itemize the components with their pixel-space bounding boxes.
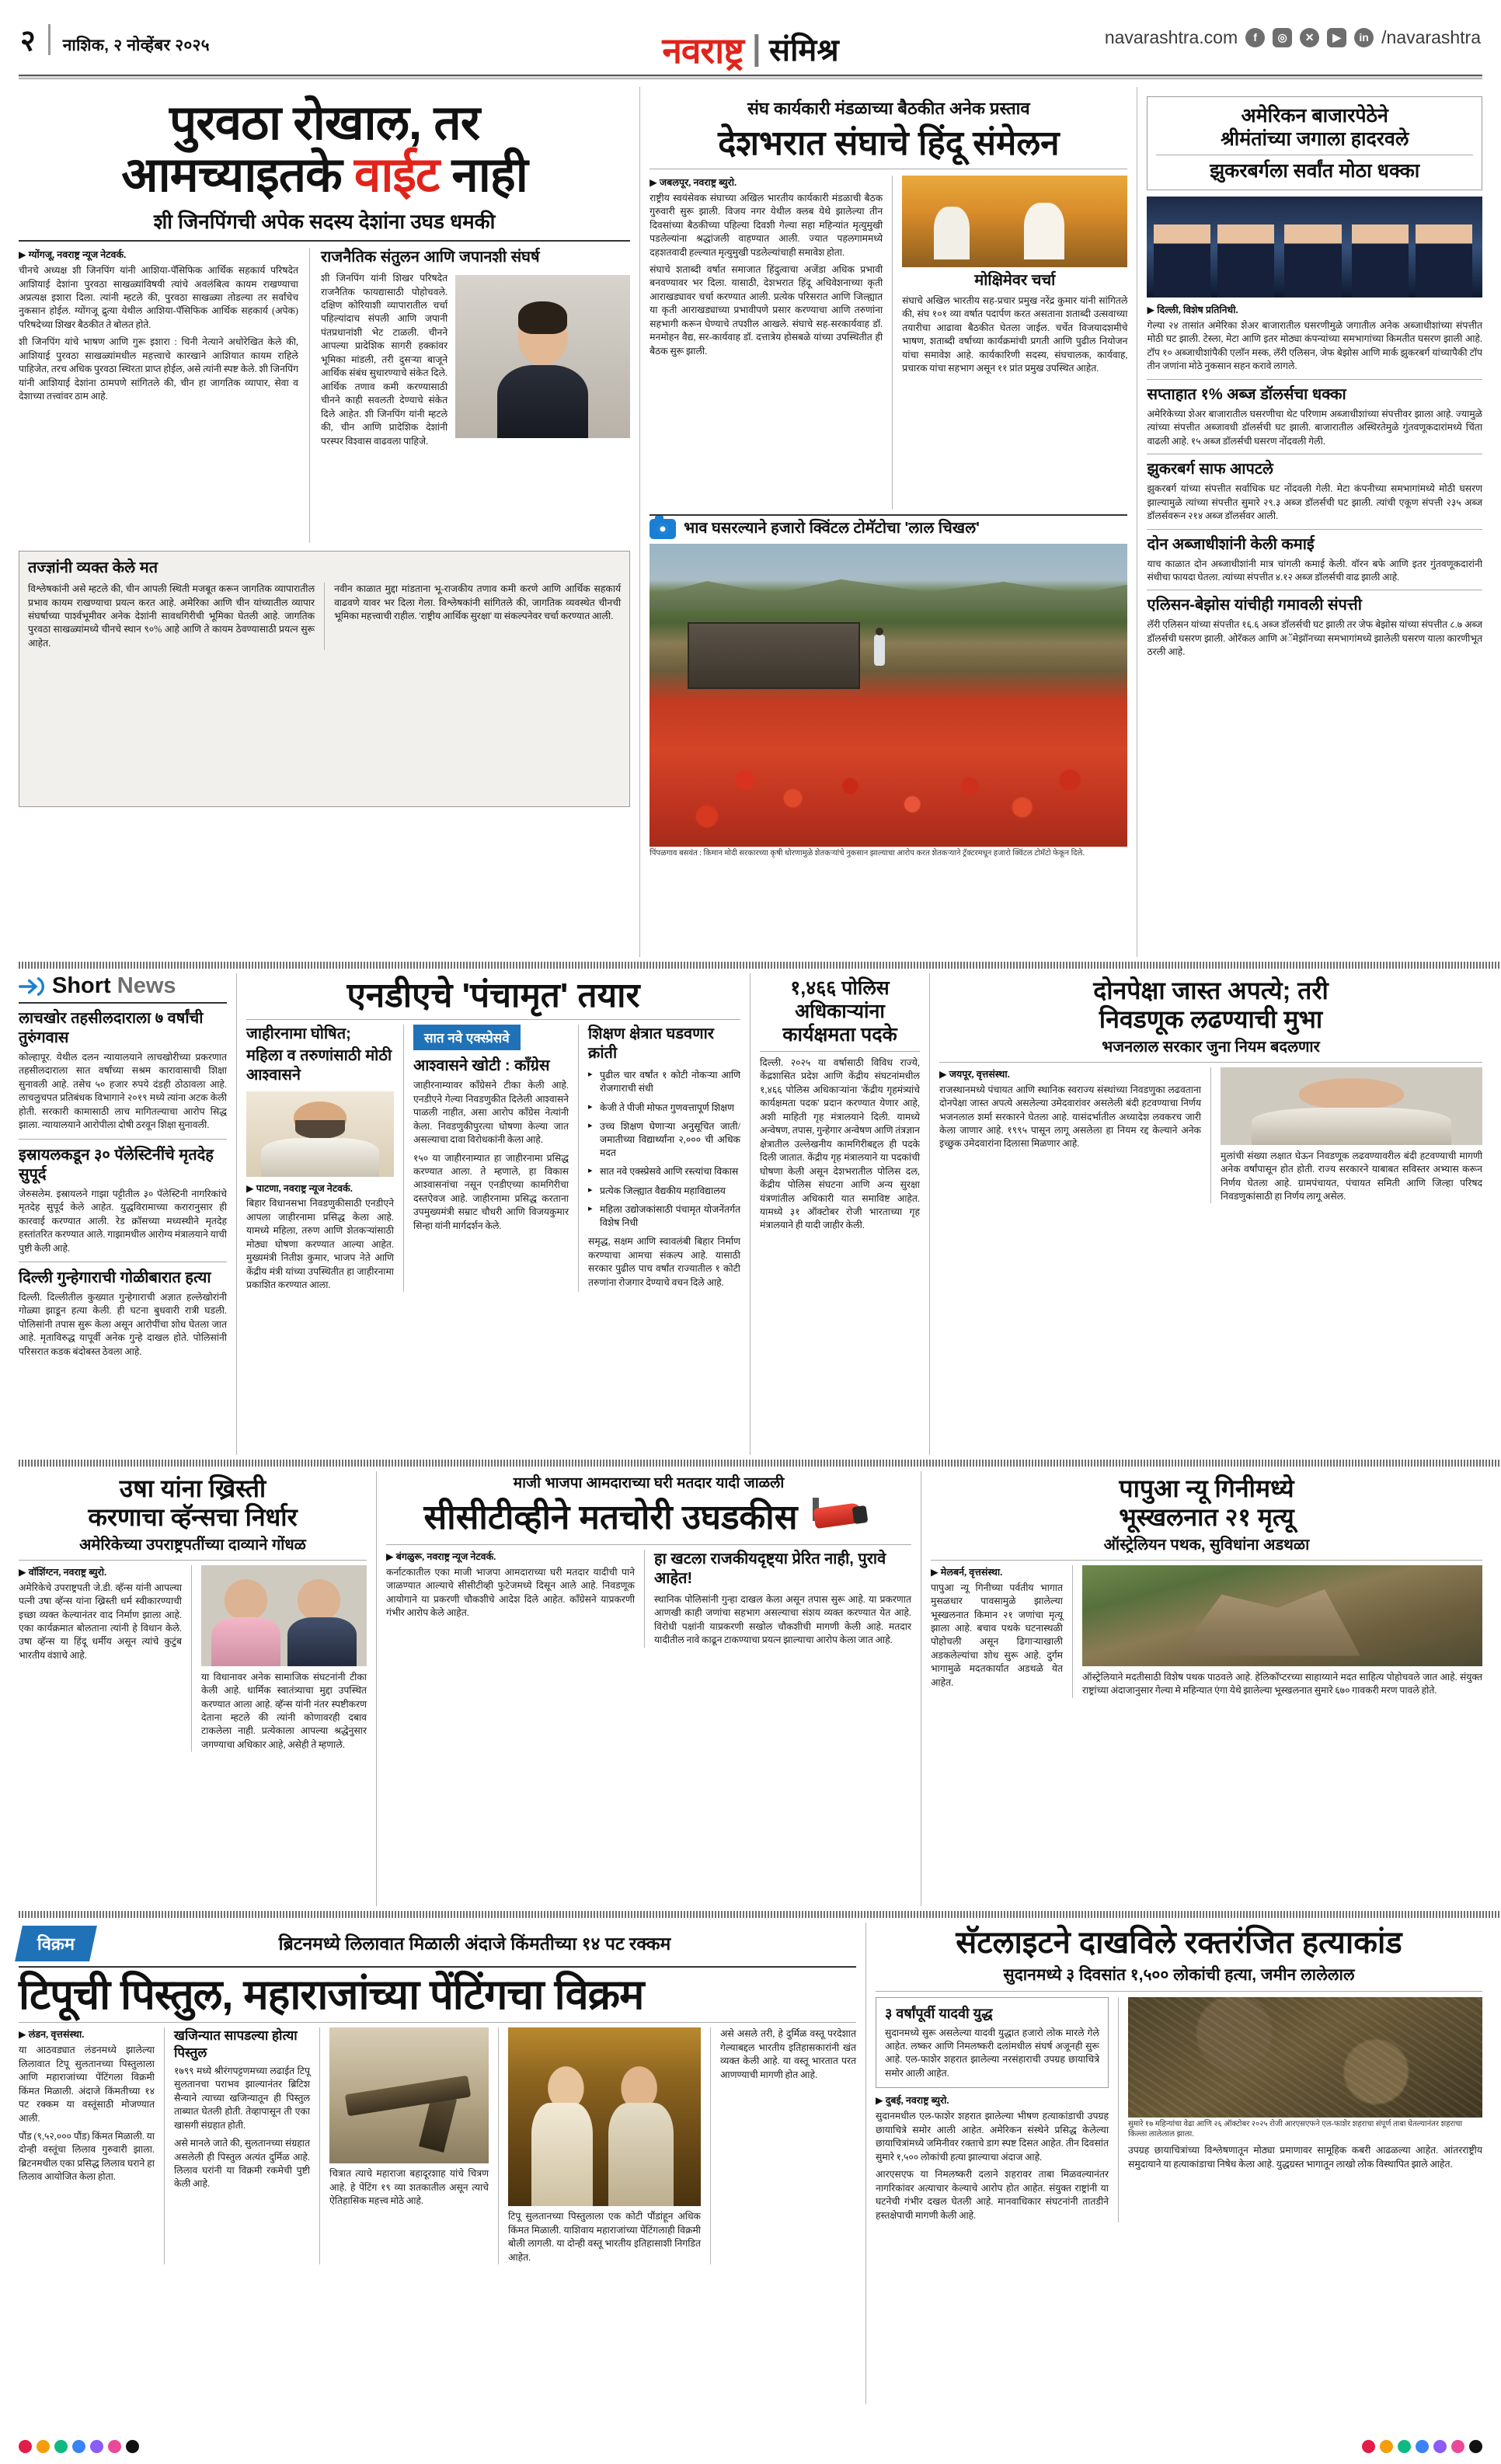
tipu-divider-1 bbox=[164, 2027, 165, 2264]
xi-sidebar-title: राजनैतिक संतुलन आणि जपानशी संघर्ष bbox=[321, 249, 540, 266]
masthead-right bbox=[1105, 27, 1481, 48]
rss-right-body: संघाचे अखिल भारतीय सह-प्रचार प्रमुख नरेंद्र कुमार यांनी सांगितले की, संघ १०१ व्या वर्षात पदार्पण करत असताना शताब्दी उत्सवाच्या तयारीचा आढावा बैठकीत घेतला जाईल. चर्चेत विजयादशमीचे भाषण, शताब्दी वर्षाच्या कार्यक्रमांची प्रगती आणि पुढील नियोजन यांचा समावेश आहे. कार्यकारिणी सदस्य, संघचालक, कार्यवाह, प्रचारक यांचा सहभाग असून ११ प्रांत प्रमुख उपस्थित आहेत. bbox=[902, 294, 1128, 374]
nda-tail: १५० या जाहीरनाम्यात हा जाहीरनामा प्रसिद्ध करण्यात आला. ते म्हणाले, हा विकास आश्वासनांचा नसून एनडीएच्या कामगिरीचा दस्तऐवज आहे. जाहीरनामा प्रसिद्ध करताना उपमुख्यमंत्री सम्राट चौधरी आणि विजयकुमार सिन्हा यांनी मार्गदर्शन केले. bbox=[413, 1152, 569, 1231]
lead-body-para-2: शी जिनपिंग यांचे भाषण आणि गुरू इशारा : चिनी नेत्याने अधोरेखित केले की, आशियाई पुरवठा साखळ्यांमधील महत्त्वाचे कारखाने आशियात कायम राहिले पाहिजेत, तरच अधिक पुरवठा स्थिरता प्राप्त होईल, असे त्यांनी स्पष्ट केले. शी जिनपिंग यांनी आशियाई देशांना ठामपणे सांगितले की, चीन हा जागतिक व्यापार, सेवा व देशाच्या तत्त्वांवर ठाम आहे. bbox=[19, 336, 298, 402]
tipu-col-5 bbox=[720, 2027, 856, 2264]
nda-dateline: ▶ पाटणा, नवराष्ट्र न्यूज नेटवर्क. bbox=[246, 1183, 353, 1195]
tipu-tail-2: चित्रात त्याचे महाराजा बहादूरशाह यांचे चित्रण आहे. हे पेंटिंग १९ व्या शतकातील असून त्याचे ऐतिहासिक महत्त्व मोठे आहे. bbox=[329, 2168, 489, 2207]
registration-marks-right bbox=[1343, 2435, 1501, 2453]
rss-body-column bbox=[650, 176, 883, 510]
tipu-divider-3 bbox=[498, 2027, 499, 2264]
tipu-story bbox=[19, 1923, 865, 2404]
short-news-item[interactable] bbox=[19, 1269, 227, 1359]
billionaire-figure bbox=[1217, 224, 1274, 298]
children-dateline: ▶ जयपूर, वृत्तसंस्था. bbox=[939, 1068, 1010, 1080]
nda-tail-2: समृद्ध, सक्षम आणि स्वावलंबी बिहार निर्माण करण्याचा आमचा संकल्प आहे. यासाठी सरकार पुढील पाच वर्षांत राज्यातील १ कोटी तरुणांना रोजगार देण्याचे वचन दिले आहे. bbox=[588, 1236, 740, 1288]
portrait-torso bbox=[1252, 1108, 1451, 1145]
lead-body bbox=[19, 264, 298, 404]
xi-jinping-photo bbox=[455, 275, 630, 438]
masthead-logo bbox=[662, 30, 839, 71]
x-twitter-icon[interactable]: ✕ bbox=[1300, 28, 1319, 47]
png-story bbox=[921, 1471, 1482, 1906]
registration-dot bbox=[72, 2440, 85, 2453]
us-market-sub4-body: लॅरी एलिसन यांच्या संपत्तीत १६.६ अब्ज डॉलर्सची घट झाली तर जेफ बेझोस यांच्या संपत्तीत ८.७ अब्ज डॉलर्सची घसरण झाली. ओरॅकल आणि अॅमेझॉनच्या समभागांमध्ये झालेली घसरण याला कारणीभूत ठरली आहे. bbox=[1147, 619, 1482, 658]
us-market-rule-1 bbox=[1147, 379, 1482, 380]
png-divider bbox=[1072, 1565, 1073, 1698]
cctv-left-col bbox=[386, 1550, 635, 1648]
registration-dot bbox=[90, 2440, 103, 2453]
children-story-portrait bbox=[1221, 1067, 1482, 1145]
cctv-story bbox=[377, 1471, 921, 1906]
registration-dot bbox=[1416, 2440, 1429, 2453]
police-rule bbox=[760, 1051, 920, 1052]
short-news-item[interactable] bbox=[19, 1009, 227, 1133]
nda-divider-1 bbox=[403, 1025, 404, 1292]
us-market-headline-line3: झुकरबर्गला सर्वांत मोठा धक्का bbox=[1210, 160, 1420, 182]
registration-dot bbox=[1451, 2440, 1464, 2453]
tomato-caption-bar bbox=[650, 516, 1127, 544]
sudan-box-title: ३ वर्षांपूर्वी यादवी युद्ध bbox=[885, 2006, 993, 2022]
usha-body-2: या विधानावर अनेक सामाजिक संघटनांनी टीका केली आहे. धार्मिक स्वातंत्र्याचा मुद्दा उपस्थित करण्यात आला आहे. व्हॅन्स यांनी नंतर स्पष्टीकरण देताना म्हटले की त्यांनी कोणावरही दबाव टाकलेला नाही. प्रत्येकाला आपल्या श्रद्धेनुसार जगण्याचा अधिकार आहे, असेही ते म्हणाले. bbox=[201, 1671, 367, 1750]
nda-body: बिहार विधानसभा निवडणुकीसाठी एनडीएने आपला जाहीरनामा प्रसिद्ध केला आहे. यामध्ये महिला, तरुण आणि शेतकऱ्यांसाठी मोठ्या घोषणा करण्यात आल्या आहेत. मुख्यमंत्री नितीश कुमार, भाजप नेते आणि केंद्रीय मंत्री यांच्या उपस्थितीत हा जाहीरनामा प्रकाशित करण्यात आला. bbox=[246, 1198, 394, 1290]
lead-headline-line1: पुरवठा रोखाल, तर bbox=[169, 96, 480, 150]
sudan-right-col bbox=[1128, 1997, 1482, 2222]
children-subhead: भजनलाल सरकार जुना नियम बदलणार bbox=[1102, 1038, 1320, 1056]
cctv-camera-icon bbox=[806, 1496, 873, 1540]
tipu-kicker: ब्रिटनमध्ये लिलावात मिळाली अंदाजे किंमतीच्या १४ पट रक्कम bbox=[278, 1933, 671, 1954]
children-story bbox=[930, 973, 1482, 1455]
lead-body-para-1: चीनचे अध्यक्ष शी जिनपिंग यांनी आशिया-पॅसिफिक आर्थिक सहकार्य परिषदेत आशियाई देशांना पुरवठा साखळ्यांविषयी त्यांचे अवलंबित्व कायम राखण्याचा अप्रत्यक्ष इशारा दिला. त्यांनी म्हटले की, पुरवठा साखळ्या तोडल्या तर सर्वांचेच नुकसान होईल. ग्योंगजू द्रुत्या येथील आशिया-पॅसिफिक आर्थिक सहकार्य (अपेक) परिषदेच्या शिखर बैठकीत ते बोलत होते. bbox=[19, 265, 298, 330]
registration-dot bbox=[1362, 2440, 1375, 2453]
nda-promise-item: ▸ उच्च शिक्षण घेणाऱ्या अनुसूचित जाती/जमातीच्या विद्यार्थ्यांना २,००० ची अधिक मदत bbox=[588, 1120, 740, 1161]
usha-body: अमेरिकेचे उपराष्ट्रपती जे.डी. व्हॅन्स यांनी आपल्या पत्नी उषा व्हॅन्स यांना ख्रिस्ती धर्म स्वीकारण्याची इच्छा व्यक्त केल्यानंतर वाद निर्माण झाला आहे. एका कार्यक्रमात बोलताना त्यांनी हे विधान केले. उषा व्हॅन्स या हिंदू धर्मीय असून त्यांचे कुटुंब भारतीय वंशाचे आहे. bbox=[19, 1582, 182, 1661]
short-news-divider bbox=[19, 1139, 227, 1140]
cctv-dateline: ▶ बंगळुरू, नवराष्ट्र न्यूज नेटवर्क. bbox=[386, 1550, 496, 1562]
nda-sub2: महिला व तरुणांसाठी मोठी आश्वासने bbox=[246, 1047, 392, 1084]
xi-sidebar bbox=[321, 248, 630, 543]
sudan-headline: सॅटलाइटने दाखविले रक्तरंजित हत्याकांड bbox=[956, 1926, 1402, 1960]
lead-subhead: शी जिनपिंगची अपेक सदस्य देशांना उघड धमकी bbox=[153, 209, 496, 233]
arrow-right-circle-icon bbox=[19, 975, 45, 998]
tipu-headline: टिपूची पिस्तुल, महाराजांच्या पेंटिंगचा विक्रम bbox=[19, 1972, 644, 2018]
social-handle[interactable]: /navarashtra bbox=[1381, 26, 1481, 47]
lead-headline-highlight: वाईट bbox=[353, 148, 440, 202]
cctv-right-col bbox=[654, 1550, 911, 1648]
cctv-divider-1 bbox=[644, 1550, 645, 1648]
usha-headline-line2: करणाचा व्हॅन्सचा निर्धार bbox=[88, 1502, 298, 1531]
experts-box-body-1: विश्लेषकांनी असे म्हटले की, चीन आपली स्थिती मजबूत करून जागतिक व्यापारातील प्रभाव कायम राखण्याचा प्रयत्न करत आहे. अमेरिका आणि चीन यांच्यातील व्यापार संघर्षाच्या पार्श्वभूमीवर अनेक देशांनी सावधगिरीची भूमिका घेतली आहे. जागतिक पुरवठा साखळ्यांमध्ये चीनचे स्थान ९०% आहे आणि ते कायम ठेवण्यासाठी प्रयत्न सुरू आहेत. bbox=[28, 583, 315, 649]
registration-dot bbox=[1469, 2440, 1482, 2453]
tipu-col-3 bbox=[329, 2027, 489, 2264]
third-band bbox=[0, 1471, 1501, 1906]
short-news-section bbox=[19, 973, 236, 1455]
short-news-body: जेरुसलेम. इस्रायलने गाझा पट्टीतील ३० पॅलेस्टिनी नागरिकांचे मृतदेह सुपूर्द केले आहेत. युद्धविरामाच्या करारानुसार ही कारवाई करण्यात आली. रेड क्रॉसच्या मध्यस्थीने मृतदेह हस्तांतरित करण्यात आले. गाझामधील आरोग्य मंत्रालयाने याची पुष्टी केली आहे. bbox=[19, 1188, 227, 1254]
rss-kicker: संघ कार्यकारी मंडळाच्या बैठकीत अनेक प्रस्ताव bbox=[747, 99, 1030, 118]
bottom-band bbox=[0, 1923, 1501, 2404]
rss-body-para-2: संघाचे शताब्दी वर्षात समाजात हिंदुत्वाचा अजेंडा अधिक प्रभावी बनवण्यावर भर दिला. यासाठी, देशभरात हिंदू अधिवेशनाच्या कृती आराखड्यावर चर्चा करण्यात आली. प्रत्येक परिसरात आणि जिल्ह्यात या कृती आराखड्याच्या प्रभावीपणे प्रसार करण्याचा आणि तरुणांना सहभागी करून घेण्याचे तपशील आखले. संघाचे सह-सरकार्यवाह डॉ. मनमोहन वैद्य, सर-कार्यवाह डॉ. दत्तात्रेय होसबळे यांच्या उपस्थितीत ही बैठक सुरू झाली. bbox=[650, 264, 883, 357]
nda-story bbox=[237, 973, 750, 1455]
png-dateline: ▶ मेलबर्न, वृत्तसंस्था. bbox=[931, 1566, 1003, 1578]
billionaires-photo bbox=[1147, 197, 1482, 298]
children-headline-line1: दोनपेक्षा जास्त अपत्ये; तरी bbox=[1093, 976, 1329, 1004]
sudan-photo-caption: सुमारे १७ महिन्यांचा वेढा आणि २६ ऑक्टोबर २०२५ रोजी आरएसएफने एल-फाशेर शहराचा संपूर्ण ताबा घेतल्यानंतर शहराचा किल्ला लालेलाल झाला. bbox=[1128, 2120, 1463, 2139]
tipu-body-4: असे मानले जाते की, सुलतानच्या संग्रहात असलेली ही पिस्तुल अत्यंत दुर्मिळ आहे. लिलाव घरांनी या विक्रमी रकमेची पुष्टी केली आहे. bbox=[174, 2138, 310, 2190]
us-market-sub3-body: याच काळात दोन अब्जाधीशांनी मात्र चांगली कमाई केली. वॉरन बफे आणि इतर गुंतवणूकदारांनी संधीचा फायदा घेतला. त्यांच्या संपत्तीत ४.१२ अब्ज डॉलर्सची वाढ झाली आहे. bbox=[1147, 558, 1482, 583]
tipu-tail-3: असे असले तरी, हे दुर्मिळ वस्तू परदेशात गेल्याबद्दल भारतीय इतिहासकारांनी खंत व्यक्त केली आहे. या वस्तू भारतात परत आणण्याची मागणी होत आहे. bbox=[720, 2028, 856, 2080]
rss-photo-column bbox=[902, 176, 1127, 510]
lead-headline-line2-part-a: आमच्याइतके bbox=[121, 148, 354, 202]
masthead bbox=[0, 0, 1501, 75]
short-news-headline: दिल्ली गुन्हेगाराची गोळीबारात हत्या bbox=[19, 1269, 211, 1286]
short-news-body: दिल्ली. दिल्लीतील कुख्यात गुन्हेगाराची अज्ञात हल्लेखोरांनी गोळ्या झाडून हत्या केली. ही घटना बुधवारी रात्री घडली. पोलिसांनी तपास सुरू केला असून आरोपींचा शोध घेतला जात आहे. मृताविरुद्ध यापूर्वी अनेक गुन्हे दाखल होते. पोलिसांनी परिसरात कडक बंदोबस्त ठेवला आहे. bbox=[19, 1291, 227, 1357]
portrait-head bbox=[225, 1579, 267, 1620]
brand-logo-text: नवराष्ट्र bbox=[662, 30, 744, 71]
billionaire-figure bbox=[1416, 224, 1472, 298]
us-market-headline-line1: अमेरिकन बाजारपेठेने bbox=[1241, 105, 1388, 127]
satellite-imagery bbox=[1128, 1997, 1482, 2118]
us-market-rule-3 bbox=[1147, 529, 1482, 530]
usha-subhead: अमेरिकेच्या उपराष्ट्रपतींच्या दाव्याने गोंधळ bbox=[79, 1536, 306, 1554]
nda-rule bbox=[246, 1019, 740, 1020]
registration-dot bbox=[1398, 2440, 1411, 2453]
lead-dateline: ▶ ग्योंगजू, नवराष्ट्र न्यूज नेटवर्क. bbox=[19, 249, 127, 261]
registration-dot bbox=[54, 2440, 68, 2453]
tomato-photo-person bbox=[874, 635, 885, 666]
sudan-left-col bbox=[876, 1997, 1109, 2222]
masthead-divider bbox=[48, 24, 50, 55]
us-market-sub1-title: सप्ताहात १% अब्ज डॉलर्सचा धक्का bbox=[1147, 385, 1346, 403]
png-landslide-photo bbox=[1082, 1565, 1482, 1666]
tipu-pistol-photo bbox=[329, 2027, 489, 2163]
children-divider bbox=[1210, 1067, 1211, 1204]
usha-divider bbox=[191, 1565, 192, 1752]
short-news-title-b: News bbox=[117, 973, 176, 998]
nda-right-column bbox=[588, 1025, 740, 1292]
us-market-story bbox=[1137, 87, 1482, 957]
png-left-col bbox=[931, 1565, 1063, 1698]
nda-badge: सात नवे एक्स्प्रेसवे bbox=[413, 1025, 521, 1050]
sudan-info-box bbox=[876, 1997, 1109, 2088]
experts-box-title: तज्ज्ञांनी व्यक्त केले मत bbox=[28, 559, 158, 577]
nda-congress-body: जाहीरनाम्यावर काँग्रेसने टीका केली आहे. एनडीएने गेल्या निवडणुकीत दिलेली आश्वासने पाळली नाहीत, असा आरोप काँग्रेस नेत्यांनी केला. निवडणुकीपुरत्या घोषणा केल्या जात असल्याचा दावा विरोधकांनी केला आहे. bbox=[413, 1080, 569, 1146]
rss-dateline: ▶ जबलपूर, नवराष्ट्र ब्युरो. bbox=[650, 176, 737, 188]
tipu-tail-1: पौंड (९,५२,००० पौंड) किंमत मिळाली. या दोन्ही वस्तूंचा लिलाव गुरुवारी झाला. ब्रिटनमधील एका प्रसिद्ध लिलाव घराने हा लिलाव आयोजित केला होता. bbox=[19, 2131, 155, 2183]
registration-dot bbox=[1433, 2440, 1447, 2453]
us-market-dateline: ▶ दिल्ली, विशेष प्रतिनिधी. bbox=[1147, 305, 1238, 315]
cctv-kicker: माजी भाजपा आमदाराच्या घरी मतदार यादी जाळली bbox=[513, 1475, 785, 1491]
usha-rule bbox=[19, 1560, 367, 1561]
tipu-sub-left: खजिन्यात सापडल्या होत्या पिस्तुल bbox=[174, 2028, 298, 2060]
tomato-photo-truck bbox=[688, 622, 860, 689]
usha-left-col bbox=[19, 1565, 182, 1752]
pistol-image bbox=[329, 2027, 489, 2163]
nda-mid-column bbox=[413, 1025, 569, 1292]
experts-box bbox=[19, 551, 630, 807]
us-market-sub3-title: दोन अब्जाधीशांनी केली कमाई bbox=[1147, 535, 1315, 553]
png-headline-line1: पापुआ न्यू गिनीमध्ये bbox=[1119, 1474, 1294, 1502]
tipu-dateline: ▶ लंडन, वृत्तसंस्था. bbox=[19, 2029, 85, 2041]
nda-promise-item: ▸ महिला उद्योजकांसाठी पंचामृत योजनेंतर्गत विशेष निधी bbox=[588, 1203, 740, 1230]
lead-story bbox=[19, 87, 639, 957]
billionaire-figure bbox=[1284, 224, 1341, 298]
second-band bbox=[0, 973, 1501, 1455]
facebook-icon[interactable]: f bbox=[1245, 28, 1265, 47]
police-headline-line1: १,४६६ पोलिस bbox=[790, 977, 890, 999]
nda-divider-2 bbox=[578, 1025, 579, 1292]
usha-dateline: ▶ वॉशिंग्टन, नवराष्ट्र ब्युरो. bbox=[19, 1566, 107, 1578]
nda-promise-item: ▸ केजी ते पीजी मोफत गुणवत्तापूर्ण शिक्षण bbox=[588, 1101, 740, 1115]
children-right-col bbox=[1221, 1067, 1482, 1204]
nda-promises-list bbox=[588, 1069, 740, 1230]
children-body: राजस्थानमध्ये पंचायत आणि स्थानिक स्वराज्य संस्थांच्या निवडणुका लढवताना दोनपेक्षा जास्त अपत्ये असलेल्या उमेदवारांवर असलेली बंदी हटवण्याचा निर्णय भजनलाल शर्मा सरकारने घेतला आहे. यासंदर्भातील अध्यादेश लवकरच जारी केला जाणार आहे. १९९५ पासून लागू असलेला हा नियम रद्द केल्याने अनेक इच्छुक उमेदवारांना दिलासा मिळणार आहे. bbox=[939, 1084, 1201, 1150]
tomato-photo-credit: पिंपळगाव बसवंत : किमान मोदी सरकारच्या कृषी धोरणामुळे शेतकऱ्यांचे नुकसान झाल्याचा आरोप करत शेतकऱ्याने ट्रॅक्टरमधून हजारो क्विंटल टोमॅटो फेकून दिले. bbox=[650, 848, 1085, 858]
tipu-painting-photo bbox=[508, 2027, 701, 2206]
xi-sidebar-body: शी जिनपिंग यांनी शिखर परिषदेत राजनैतिक फायद्यासाठी पोहोचवले. दक्षिण कोरियाशी व्यापारातील चर्चा पहिल्यांदाच संपली आणि जपानी पंतप्रधानांशी भेट टाळली. चीनने आपल्या प्रादेशिक सागरी हक्कांवर भूमिका मांडली, तरी दुसऱ्या बाजूने आर्थिक संबंध सुधारण्याचे संकेत दिले. आर्थिक तणाव कमी करण्यासाठी चीनने काही सवलती देण्याचे संकेत दिले आहेत. शी जिनपिंग यांनी म्हटले की, चीन आणि प्रादेशिक देशांनी परस्पर विश्वास वाढवला पाहिजे. bbox=[321, 273, 448, 447]
usha-story bbox=[19, 1471, 376, 1906]
registration-dot bbox=[19, 2440, 32, 2453]
tipu-col-1 bbox=[19, 2027, 155, 2264]
registration-dot bbox=[1380, 2440, 1393, 2453]
usha-vance-photo bbox=[201, 1565, 367, 1666]
short-news-rule bbox=[19, 1002, 227, 1004]
sudan-body-3: उपग्रह छायाचित्रांच्या विश्लेषणातून मोठ्या प्रमाणावर सामूहिक कबरी आढळल्या आहेत. आंतरराष्ट्रीय समुदायाने या हत्याकांडाचा निषेध केला आहे. युद्धग्रस्त भागातून लाखो लोक विस्थापित झाले आहेत. bbox=[1128, 2145, 1482, 2170]
png-rule bbox=[931, 1560, 1482, 1561]
tomato-caption-title: भाव घसरल्याने हजारो क्विंटल टोमॅटोचा 'लाल चिखल' bbox=[684, 520, 980, 538]
sudan-subhead: सुदानमध्ये ३ दिवसांत १,५०० लोकांची हत्या, जमीन लालेलाल bbox=[1003, 1965, 1355, 1984]
masthead-left bbox=[20, 19, 210, 56]
nda-right-headline: शिक्षण क्षेत्रात घडवणार क्रांती bbox=[588, 1025, 714, 1063]
png-body: पापुआ न्यू गिनीच्या पर्वतीय भागात मुसळधार पावसामुळे झालेल्या भूस्खलनात किमान २१ जणांचा मृत्यू झाला आहे. बचाव पथके घटनास्थळी पोहोचली असून ढिगाऱ्याखाली अडकलेल्यांचा शोध सुरू आहे. दुर्गम भागामुळे मदतकार्यात अडथळे येत आहेत. bbox=[931, 1582, 1063, 1688]
website-url[interactable]: navarashtra.com bbox=[1104, 26, 1238, 47]
police-story bbox=[750, 973, 929, 1455]
us-market-body: गेल्या २४ तासांत अमेरिका शेअर बाजारातील घसरणीमुळे जगातील अनेक अब्जाधीशांच्या संपत्तीत मोठी घट झाली. टेस्ला, मेटा आणि इतर मोठ्या कंपन्यांच्या समभागांच्या किमतीत घसरण झाली आहे. टॉप १० अब्जाधीशांपैकी एलाॅन मस्क, लॅरी एलिसन, जेफ बेझोस आणि मार्क झुकरबर्ग यांच्यापैकी टॉप तीन जणांना मोठे नुकसान सहन करावे लागले. bbox=[1147, 320, 1482, 372]
police-headline-line3: कार्यक्षमता पदके bbox=[782, 1024, 897, 1046]
instagram-icon[interactable]: ◎ bbox=[1273, 28, 1292, 47]
nda-promise-item: ▸ प्रत्येक जिल्ह्यात वैद्यकीय महाविद्यालय bbox=[588, 1185, 740, 1198]
us-market-sub4-title: एलिसन-बेझोस यांचीही गमावली संपत्ती bbox=[1147, 597, 1362, 614]
cctv-body-2: स्थानिक पोलिसांनी गुन्हा दाखल केला असून तपास सुरू आहे. या प्रकरणात आणखी काही जणांचा सहभाग असल्याचा संशय व्यक्त करण्यात येत आहे. विरोधी पक्षांनी याप्रकरणी सखोल चौकशीची मागणी केली आहे. मतदार यादीतील नावे काढून टाकण्याचा प्रयत्न झाल्याचा आरोप केला जात आहे. bbox=[654, 1593, 911, 1646]
short-news-title-a: Short bbox=[52, 973, 111, 998]
portrait-head bbox=[1299, 1078, 1404, 1109]
page-number: २ bbox=[20, 24, 36, 57]
children-headline-line2: निवडणूक लढण्याची मुभा bbox=[1099, 1004, 1323, 1033]
png-subhead: ऑस्ट्रेलियन पथक, सुविधांना अडथळा bbox=[1103, 1536, 1310, 1554]
tipu-rule-top bbox=[19, 1966, 856, 1968]
tomato-field-photo bbox=[650, 544, 1127, 847]
camera-icon bbox=[650, 519, 676, 539]
sudan-divider bbox=[1118, 1997, 1119, 2222]
tipu-body-2: १७९९ मध्ये श्रीरंगपट्टणमच्या लढाईत टिपू सुलतानचा पराभव झाल्यानंतर ब्रिटिश सैन्याने त्याच्या खजिन्यातून ही पिस्तुल ताब्यात घेतली होती. तेव्हापासून ती एका खासगी संग्रहात होती. bbox=[174, 2065, 310, 2131]
landslide-scene bbox=[1082, 1565, 1482, 1666]
police-body: दिल्ली. २०२५ या वर्षासाठी विविध राज्ये, केंद्रशासित प्रदेश आणि केंद्रीय संघटनांमधील १,४६६ पोलिस अधिकाऱ्यांना 'केंद्रीय गृहमंत्र्यांचे कार्यक्षमता पदक' प्रदान करण्यात येणार आहे, अशी माहिती गृह मंत्रालयाने दिली. यामध्ये अन्वेषण, तपास, गुन्हेगार अन्वेषण आणि तंत्रज्ञान क्षेत्रातील उल्लेखनीय कामगिरीबद्दल ही पदके दिली जातात. केंद्रीय गृह मंत्रालयाने या पदकांची घोषणा केली असून देशभरातील पोलिस दल, केंद्रीय पोलिस संघटना आणि अन्य सुरक्षा यंत्रणांतील अधिकारी यात समाविष्ट आहेत. यामध्ये ३१ ऑक्टोबर रोजी भारताच्या गृह मंत्रालयाने ही यादी जाहीर केली. bbox=[760, 1057, 920, 1231]
tipu-col-2 bbox=[174, 2027, 310, 2264]
nda-congress-label: आश्वासने खोटी : काँग्रेस bbox=[413, 1057, 550, 1075]
rss-headline: देशभरात संघाचे हिंदू संमेलन bbox=[718, 124, 1060, 162]
section-rule-3 bbox=[19, 1911, 1501, 1918]
cctv-quote: हा खटला राजकीयदृष्ट्या प्रेरित नाही, पुरावे आहेत! bbox=[654, 1550, 886, 1587]
sudan-body: सुदानमधील एल-फाशेर शहरात झालेल्या भीषण हत्याकांडाची उपग्रह छायाचित्रे समोर आली आहेत. अमेरिकन संस्थेने प्रसिद्ध केलेल्या छायाचित्रांमध्ये जमिनीवर रक्ताचे डाग स्पष्ट दिसत आहेत. तीन दिवसांत सुमारे १,५०० लोकांची हत्या झाल्याचा अंदाज आहे. bbox=[876, 2111, 1109, 2163]
youtube-icon[interactable]: ▶ bbox=[1327, 28, 1346, 47]
us-market-sub1-body: अमेरिकेच्या शेअर बाजारातील घसरणीचा थेट परिणाम अब्जाधीशांच्या संपत्तीवर झाला आहे. ज्यामुळे त्यांच्या संपत्तीत अब्जावधी डॉलर्सची घट झाली. बाजारातील अस्थिरतेमुळे गुंतवणूकदारांमध्ये चिंता वाढली आहे. १५ अब्ज डॉलर्सची घसरण नोंदवली गेली. bbox=[1147, 408, 1482, 447]
registration-marks bbox=[0, 2435, 158, 2453]
usha-right-col bbox=[201, 1565, 367, 1752]
lead-headline bbox=[19, 98, 630, 202]
cctv-body: कर्नाटकातील एका माजी भाजपा आमदाराच्या घरी मतदार यादीची पाने जाळण्यात आल्याचे सीसीटीव्ही फुटेजमध्ये दिसून आले आहे. निवडणूक आयोगाने या प्रकरणी चौकशीचे आदेश दिले आहेत. काँग्रेसने याप्रकरणी गंभीर आरोप केले आहेत. bbox=[386, 1566, 635, 1619]
billionaire-figure bbox=[1154, 224, 1210, 298]
tipu-divider-4 bbox=[710, 2027, 711, 2264]
top-section bbox=[0, 79, 1501, 957]
tipu-col-4 bbox=[508, 2027, 701, 2264]
section-rule-2 bbox=[19, 1460, 1501, 1467]
experts-box-body-2: नवीन काळात मुद्दा मांडताना भू-राजकीय तणाव कमी करणे आणि आर्थिक सहकार्य वाढवणे यावर भर दिला गेला. विश्लेषकांनी सांगितले की, जागतिक व्यवस्थेत चीनची भूमिका महत्त्वाची राहील. 'राष्ट्रीय आर्थिक सुरक्षा' या संकल्पनेवर चर्चा करण्यात आली. bbox=[334, 583, 622, 621]
section-rule-1 bbox=[19, 962, 1501, 969]
leader-shirt bbox=[261, 1138, 379, 1178]
children-left-col bbox=[939, 1067, 1201, 1204]
cctv-headline: सीसीटीव्हीने मतचोरी उघडकीस bbox=[423, 1498, 798, 1537]
rss-meeting-photo bbox=[902, 176, 1127, 267]
lead-column-divider bbox=[309, 248, 310, 543]
png-body-2: ऑस्ट्रेलियाने मदतीसाठी विशेष पथक पाठवले आहे. हेलिकॉप्टरच्या साहाय्याने मदत साहित्य पोहोचवले जात आहे. संयुक्त राष्ट्रांच्या अंदाजानुसार गेल्या मे महिन्यात एंगा येथे झालेल्या भूस्खलनात सुमारे ६७० गावकरी मरण पावले होते. bbox=[1082, 1671, 1482, 1697]
brand-logo-separator bbox=[754, 34, 758, 67]
tipu-body-1: या आठवड्यात लंडनमध्ये झालेल्या लिलावात टिपू सुलतानच्या पिस्तुलाला आणि महाराजांच्या पेंटिंगला विक्रमी किंमत मिळाली. अंदाजे किंमतीच्या १४ पट रक्कम या वस्तूंसाठी मोजण्यात आली. bbox=[19, 2045, 155, 2124]
short-news-headline: लाचखोर तहसीलदाराला ७ वर्षांची तुरुंगवास bbox=[19, 1010, 204, 1046]
tipu-rule-bottom bbox=[19, 2022, 856, 2023]
portrait-torso-2 bbox=[287, 1617, 357, 1665]
brand-logo-subtitle: संमिश्र bbox=[769, 33, 839, 68]
nda-promise-item: ▸ सात नवे एक्स्प्रेसवे आणि रस्त्यांचा विकास bbox=[588, 1165, 740, 1178]
short-news-item[interactable] bbox=[19, 1146, 227, 1255]
nda-leader-portrait bbox=[246, 1091, 394, 1177]
leader-beard bbox=[295, 1120, 346, 1139]
png-headline-line2: भूस्खलनात २१ मृत्यू bbox=[1119, 1502, 1294, 1531]
nda-promise-item: ▸ पुढील चार वर्षांत १ कोटी नोकऱ्या आणि रोजगाराची संधी bbox=[588, 1069, 740, 1095]
masthead-dateline: नाशिक, २ नोव्हेंबर २०२५ bbox=[62, 36, 210, 54]
maharaja-painting bbox=[508, 2027, 701, 2206]
experts-box-divider bbox=[324, 583, 325, 650]
nda-headline: एनडीएचे 'पंचामृत' तयार bbox=[347, 976, 640, 1014]
children-rule bbox=[939, 1062, 1482, 1063]
cctv-rule bbox=[386, 1544, 911, 1545]
billionaire-figure bbox=[1352, 224, 1409, 298]
short-news-body: कोल्हापूर. येथील दलन न्यायालयाने लाचखोरीच्या प्रकरणात तहसीलदाराला सात वर्षांच्या सश्रम कारावासाची शिक्षा सुनावली आहे. तसेच ५० हजार रुपये दंडही ठोठावला आहे. लाचलुचपत प्रतिबंधक विभागाने २०१९ मध्ये त्यांना अटक केली होती. सरकारी कामासाठी लाच मागितल्याचा आरोप सिद्ध झाला. न्यायालयाने आरोपीला दोषी ठरवून शिक्षा सुनावली. bbox=[19, 1052, 227, 1131]
lead-body-column bbox=[19, 248, 298, 543]
registration-dot bbox=[108, 2440, 121, 2453]
registration-dot bbox=[126, 2440, 139, 2453]
sudan-box-body: सुदानमध्ये सुरू असलेल्या यादवी युद्धात हजारो लोक मारले गेले आहेत. लष्कर आणि निमलष्करी दलांमधील संघर्ष अजूनही सुरू आहे. एल-फाशेर शहरात झालेल्या नरसंहाराची उपग्रह छायाचित्रे समोर आली आहेत. bbox=[885, 2027, 1099, 2079]
us-market-headline-line2: श्रीमंतांच्या जगाला हादरवले bbox=[1221, 128, 1409, 150]
lead-rule bbox=[19, 240, 630, 242]
png-right-col bbox=[1082, 1565, 1482, 1698]
rss-body-para-1: राष्ट्रीय स्वयंसेवक संघाच्या अखिल भारतीय कार्यकारी मंडळाची बैठक गुरुवारी सुरू झाली. विजय नगर येथील क्लब येथे झालेल्या तीन दिवसांच्या बैठकीच्या पहिल्या दिवशी गेल्या सहा महिन्यांत मृत्युमुखी पडलेल्यांना श्रद्धांजली वाहण्यात आली. ज्यात पहलगाममध्ये दहशतवादी हल्ल्यात मृत्युमुखी पडलेल्यांचाही समावेश होता. bbox=[650, 192, 883, 258]
rss-body bbox=[650, 192, 883, 358]
rss-photo-title: मोक्षिमेवर चर्चा bbox=[974, 271, 1056, 289]
portrait-torso bbox=[211, 1617, 280, 1665]
tipu-divider-2 bbox=[319, 2027, 320, 2264]
tipu-body-3: टिपू सुलतानच्या पिस्तुलाला एक कोटी पौंडांहून अधिक किंमत मिळाली. याशिवाय महाराजांच्या पेंटिंगलाही विक्रमी बोली लागली. या दोन्ही वस्तू भारतीय इतिहासाशी निगडित आहेत. bbox=[508, 2211, 701, 2263]
sudan-story bbox=[866, 1923, 1482, 2404]
sudan-dateline: ▶ दुबई, नवराष्ट्र ब्युरो. bbox=[876, 2095, 949, 2107]
rss-column-divider bbox=[892, 176, 893, 510]
sudan-rule bbox=[876, 1991, 1482, 1992]
linkedin-icon[interactable]: in bbox=[1354, 28, 1374, 47]
children-body-2: मुलांची संख्या लक्षात घेऊन निवडणूक लढवण्यावरील बंदी हटवण्याची मागणी अनेक वर्षांपासून होत होती. राज्य सरकारने याबाबत सविस्तर अभ्यास करून निर्णय घेतला आहे. ग्रामपंचायत, पंचायत समिती आणि जिल्हा परिषद निवडणुकांसाठी हा निर्णय लागू असेल. bbox=[1221, 1150, 1482, 1202]
usha-headline-line1: उषा यांना ख्रिस्ती bbox=[119, 1474, 266, 1502]
lead-headline-line2-part-b: नाही bbox=[439, 148, 528, 202]
nda-sub1: जाहीरनामा घोषित; bbox=[246, 1025, 351, 1043]
short-news-header bbox=[19, 973, 227, 1002]
portrait-head-2 bbox=[298, 1579, 340, 1620]
short-news-headline: इस्रायलकडून ३० पॅलेस्टिनींचे मृतदेह सुपूर्द bbox=[19, 1146, 214, 1183]
tomato-photo-hills bbox=[650, 574, 1127, 611]
sudan-body-2: आरएसएफ या निमलष्करी दलाने शहरावर ताबा मिळवल्यानंतर नागरिकांवर अत्याचार केल्याचे आरोप होत आहेत. संयुक्त राष्ट्रांनी या घटनेची गंभीर दखल घेतली आहे. मानवाधिकार संघटनांनी तातडीने हस्तक्षेपाची मागणी केली आहे. bbox=[876, 2169, 1109, 2221]
short-news-title bbox=[52, 973, 176, 999]
rss-story bbox=[640, 87, 1137, 957]
cctv-lens bbox=[852, 1505, 869, 1524]
us-market-sub2-body: झुकरबर्ग यांच्या संपत्तीत सर्वाधिक घट नोंदवली गेली. मेटा कंपनीच्या समभागांमध्ये मोठी घसरण झाल्यामुळे त्यांच्या संपत्तीत सुमारे २९.३ अब्ज डॉलर्सची घट झाली. त्यांची एकूण संपत्ती २३५ अब्ज डॉलर्सवरून २१४ अब्ज डॉलर्सवर आली. bbox=[1147, 483, 1482, 522]
registration-dot bbox=[37, 2440, 50, 2453]
police-headline-line2: अधिकाऱ्यांना bbox=[795, 1001, 885, 1022]
sudan-satellite-photo bbox=[1128, 1997, 1482, 2118]
us-market-headline-box bbox=[1147, 96, 1482, 190]
nda-left-column bbox=[246, 1025, 394, 1292]
tipu-badge: विक्रम bbox=[15, 1926, 97, 1961]
us-market-sub2-title: झुकरबर्ग साफ आपटले bbox=[1147, 461, 1273, 479]
tomato-photo-block bbox=[650, 514, 1127, 859]
